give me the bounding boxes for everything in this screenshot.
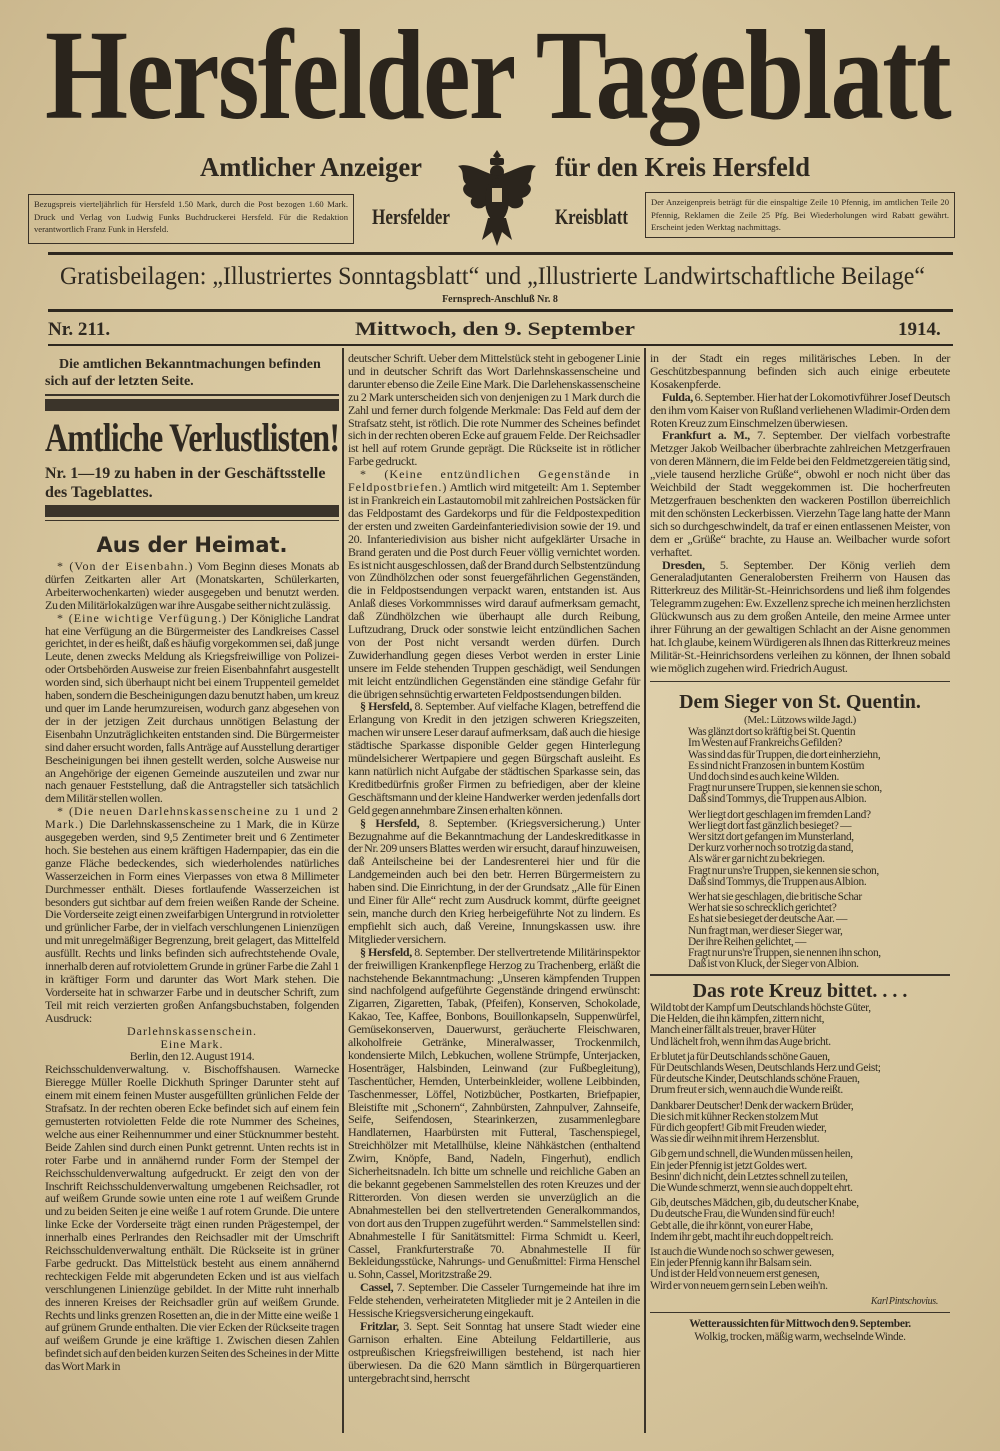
article-text: in der Stadt ein reges militärisches Leben. In der Geschützbespannung befinden sich auch einige erbeutete Kosakenpferde. — [650, 351, 950, 391]
article — [348, 817, 640, 946]
article-place: § Hersfeld, — [360, 815, 420, 830]
ad-subline: Nr. 1—19 zu haben in der Geschäftsstelle des Tageblattes. — [45, 464, 326, 501]
poem-melody: (Mel.: Lützows wilde Jagd.) — [744, 714, 856, 727]
imperial-eagle-icon — [452, 148, 542, 248]
article-head: * (Die neuen Darlehnskassenscheine zu 1 und 2 Mark.) — [45, 804, 339, 832]
article-text: Amtlich wird mitgeteilt: Am 1. September ist in Frankreich ein Lastautomobil mit zahlreichen Postsäcken für das Feldpostamt des Gardekorps und für die Feldpostexpedition der ersten und zweiten Gardeinfanteriedivision sowie der 19. und 20. Infanteriedivision aus bisher nicht aufgeklärter Ursache in Brand geraten und die Post durch Feuer völlig vernichtet worden. Es ist nicht ausgeschlossen, daß der Brand durch Selbstentzündung von Zündhölzchen oder sonst feuergefährlichen Gegenständen, die in Feldpostsendungen verpackt waren, entstanden ist. Aus Anlaß dieses Vorkommnisses wird darauf aufmerksam gemacht, daß Zündhölzchen wie überhaupt alle durch Reibung, Luftzudrang, Druck oder sonstwie leicht entzündlichen Sachen von der Post nicht versandt werden dürfen. Durch Zuwiderhandlung gegen dieses Verbot werden in erster Linie unsere im Felde stehenden Truppen geschädigt, weil Sendungen mit leicht entzündlichen Gegenständen eine ständige Gefahr für die übrigen sehnsüchtig erwarteten Feldpostsendungen bilden. — [348, 480, 640, 701]
section-heading: Aus der Heimat. — [96, 533, 288, 557]
article-text: 6. September. Hier hat der Lokomotivführer Josef Deutsch den ihm vom Kaiser von Rußland verliehenen Wladimir-Orden dem Roten Kreuz zum Einschmelzen überwiesen. — [650, 389, 950, 430]
divider — [45, 394, 339, 396]
weather-forecast: Wolkig, trocken, mäßig warm, wechselnde Winde. — [694, 1331, 906, 1344]
title-text: Hersfelder Tageblatt — [45, 4, 950, 146]
article-text: Der Königliche Landrat hat eine Verfügung an die Bürgermeister des Landkreises Cassel gerichtet, in der es heißt, daß es häufig vorgekommen sei, daß junge Leute, denen zwecks Meldung als Kriegsfreiwillige von Polizei- oder Ortsbehörden Ausweise zur freien Eisenbahnfahrt ausgestellt worden sind, sich überhaupt nicht bei einem Truppenteil gemeldet haben, sondern die Bescheinigungen dazu benutzt haben, um kreuz und quer im Lande herumzureisen, wodurch ganz abgesehen von der in der jetzigen Zeit durchaus unnötigen Belastung der Eisenbahn Unzuträglichkeiten entstanden sind. Die Bürgermeister sind daher ersucht worden, falls Anträge auf Ausstellung derartiger Bescheinigungen bei ihnen gestellt werden, solche Ausweise nur an Angehörige der eigenen Gemeinde auszuteilen und zwar nur nach genauer Feststellung, daß die Antragsteller sich tatsächlich dem Militär stellen wollen. — [45, 610, 339, 806]
divider — [45, 520, 339, 522]
subtitle-left-text: Amtlicher Anzeiger — [200, 152, 422, 182]
poem-stanza: Was glänzt dort so kräftig bei St. Quentin Im Westen auf Frankreichs Gefilden? Was sind das für Truppen, die dort einherziehn, Es sind nicht Franzosen in buntem Kostüm Und doch sind es auch keine Wilden. Fragt nur unsere Truppen, sie kennen sie schon, Daß sind Tommys, die Truppen aus Albion. — [688, 726, 882, 806]
issue-number: Nr. 211. — [48, 319, 111, 340]
article-text: Vom Beginn dieses Monats ab dürfen Zeitkarten aller Art (Monatskarten, Schülerkarten, Arbeiterwochenkarten) wieder ausgegeben und benutzt werden. Zu den Militärlokalzügen war ihre Ausgabe seither nicht zulässig. — [45, 559, 339, 612]
article-place: § Hersfeld, — [360, 944, 412, 959]
subscription-info-box: Bezugspreis vierteljährlich für Hersfeld 1.50 Mark, durch die Post bezogen 1.60 Mark. Druck und Verlag von Ludwig Funks Buchdruckerei Hersfeld. Für die Redaktion verantwortlich Franz Funk in Hersfeld. — [28, 194, 354, 244]
subtitle-left — [200, 150, 422, 184]
ad-headline: Amtliche Verlustlisten! — [45, 414, 340, 460]
poem-rote-kreuz — [650, 979, 950, 1309]
article-place: Fulda, — [662, 389, 693, 404]
note-text-line: Berlin, den 12. August 1914. — [129, 1049, 255, 1064]
article — [45, 805, 339, 1024]
column-3 — [650, 352, 950, 1344]
poem-stanza: Wer hat sie geschlagen, die britische Schar Wer hat sie so schrecklich gerichtet? Es hat sie besieget der deutsche Aar. — Nun fragt man, wer dieser Sieger war, Der ihre Reihen gelichtet, — Fragt nur uns're Truppen, sie nennen ihn schon, Daß ist von Kluck, der Sieger von Albion. — [688, 891, 881, 971]
side-label-left — [372, 202, 450, 232]
poem-stanza: Gib, deutsches Mädchen, gib, du deutscher Knabe, Du deutsche Frau, die Wunden sind für euch! Gebt alle, die ihr könnt, von eurer Habe, Indem ihr gebt, macht ihr euch doppelt reich. — [650, 1197, 859, 1243]
article-text: 8. September. (Kriegsversicherung.) Unter Bezugnahme auf die Bekanntmachung der Landeskreditkasse in der Nr. 209 unsers Blattes werden wir ersucht, darauf hinzuweisen, daß Anteilscheine bei der Landesrenterei hier und für die Landgemeinden auch bei den betr. Herren Bürgermeistern zu haben sind. Die Einrichtung, in der der Grundsatz „Alle für Einen und Einer für Alle“ recht zum Ausdruck kommt, dürfte geeignet sein, manche durch den Krieg herbeigeführte Not zu lindern. Es empfiehlt sich auch, daß Vereine, Innungskassen usw. ihre Mitglieder versichern. — [348, 815, 640, 946]
poem-title: Das rote Kreuz bittet. . . . — [692, 979, 908, 1002]
ad-bar — [45, 505, 339, 517]
column-1 — [45, 352, 339, 1373]
telephone-line: Fernsprech-Anschluß Nr. 8 — [442, 294, 558, 305]
supplements-text: Gratisbeilagen: „Illustriertes Sonntagsblatt“ und „Illustrierte Landwirtschaftliche Beilage“ — [60, 263, 925, 290]
issue-year: 1914. — [898, 319, 941, 340]
poem-stanza: Dankbarer Deutscher! Denk der wackern Brüder, Die sich mit kühner Recken stolzem Mut Für dich geopfert! Gib mit Freuden wieder, Was sie dir weihn mit ihrem Herzensblut. — [650, 1099, 854, 1146]
article-text: 7. September. Die Casseler Turngemeinde hat ihre im Felde stehenden, verheirateten Mitglieder mit je 2 Anteilen in die Hessische Kriegsversicherung eingekauft. — [348, 1280, 640, 1321]
poem-title: Dem Sieger von St. Quentin. — [679, 691, 921, 714]
article — [45, 560, 339, 612]
article-text: 8. September. Der stellvertretende Militärinspektor der freiwilligen Krankenpflege Herzog zu Trachenberg, erläßt die nachstehende Bekanntmachung: „Unseren kämpfenden Truppen sind nachfolgend aufgeführte Gegenstände dringend erwünscht: Zigarren, Zigaretten, Tabak, (Pfeifen), Konserven, Schokolade, Kakao, Tee, Kaffee, Bonbons, Bouillonkapseln, Suppenwürfel, Gemüsekonserven, Dauerwurst, geräucherte Fleischwaren, alkoholfreie Getränke, Mineralwasser, Trockenmilch, kondensierte Milch, Lebkuchen, wollene Strümpfe, Unterjacken, Hosenträger, Halsbinden, Leinwand (zur Fußbegleitung), Taschentücher, Hemden, Unterbeinkleider, wollene Leibbinden, Taschenmesser, Löffel, Notizbücher, Postkarten, Briefpapier, Bleistifte mit „Schonern“, Zahnbürsten, Zahnpulver, Zahnseife, Seife, Seifendosen, Stearinkerzen, zusammenlegbare Handlaternen, Haarbürsten mit Futteral, Taschenspiegel, Streichhölzer mit Metallhülse, kleine Nähkästchen (enthaltend Zwirn, Knöpfe, Band, Nadeln, Fingerhut), endlich Sicherheitsnadeln. Ich bitte um schnelle und reichliche Gaben an die bekannt gegebenen Sammelstellen des roten Kreuzes und der Ritterorden. Von diesen werden sie unverzüglich an die Abnahmestellen bei den stellvertretenden Generalkommandos, von dort aus den Truppen zugeführt werden.“ Sammelstellen sind: Abnahmestelle I für Sanitätsmittel: Firma Schmidt u. Keerl, Cassel, Frankfurterstraße 70. Abnahmestelle II für Bekleidungsstücke, Nahrungs- und Genußmittel: Firma Henschel u. Sohn, Cassel, Moritzstraße 29. — [348, 944, 640, 1282]
article — [348, 468, 640, 700]
article-text: 5. September. Der König verlieh dem Generaladjutanten Generalobersten Freiherrn von Hausen das Ritterkreuz des Militär-St.-Heinrichsordens und ließ ihm folgendes Telegramm zugehen: Ew. Exzellenz spreche ich meinen herzlichsten Glückwunsch aus zu dem großen Anteile, den meine Armee unter ihrer Führung an der gewaltigen Schlacht an der Aisne genommen hat. Ich glaube, keinem Würdigeren als Ihnen das Ritterkreuz meines Militär-St.-Heinrichsordens verleihen zu können, der Ihnen sobald wie möglich zugehen wird. Friedrich August. — [650, 557, 950, 675]
article-head: * (Von der Eisenbahn.) — [57, 559, 194, 573]
article-head: * (Eine wichtige Verfügung.) — [57, 610, 228, 625]
article-head: * (Keine entzündlichen Gegenstände in Feldpostbriefen.) — [348, 467, 640, 495]
article-text: deutscher Schrift. Ueber dem Mittelstück steht in gebogener Linie und in deutscher Schrift das Wort Darlehnskassenscheine und darunter ebenso die Zeile Eine Mark. Die Darlehenskassenscheine zu 2 Mark unterscheiden sich von denjenigen zu 1 Mark durch die Zahl und ferner durch folgende Merkmale: Das Feld auf dem der Strafsatz steht, ist rötlich. Die rote Nummer des Scheines befindet sich in der rechten oberen Ecke auf grauem Felde. Der Reichsadler ist hell auf rotem Grunde geprägt. Die Rückseite ist in rötlicher Farbe gedruckt. — [348, 351, 640, 469]
divider — [650, 1312, 950, 1314]
note-text-line: Darlehnskassenschein. — [127, 1023, 257, 1038]
divider — [650, 974, 950, 976]
side-label-right — [555, 202, 628, 232]
note-text-line: Eine Mark. — [160, 1036, 224, 1051]
article — [650, 559, 950, 675]
article — [348, 1320, 640, 1385]
poem-stanza: Wild tobt der Kampf um Deutschlands höchste Güter, Die Helden, die ihn kämpfen, zittern nicht, Manch einer fällt als treuer, braver Hüter Und lächelt froh, wenn ihm das Auge bricht. — [650, 1001, 871, 1048]
issue-date — [355, 318, 635, 342]
article — [348, 1281, 640, 1320]
column-divider — [342, 348, 344, 1433]
column-2 — [348, 352, 640, 1385]
weather-title: Wetteraussichten für Mittwoch den 9. September. — [689, 1318, 911, 1331]
poem-stanza: Gib gern und schnell, die Wunden müssen heilen, Ein jeder Pfennig ist jetzt Goldes wert. Besinn' dich nicht, dein Letztes schnell zu teilen, Die Wunde schmerzt, wenn sie auch doppelt ehrt. — [650, 1148, 853, 1194]
newspaper-title — [45, 4, 950, 146]
poem-stanza: Ist auch die Wunde noch so schwer gewesen, Ein jeder Pfennig kann ihr Balsam sein. Und ist der Held von neuem erst genesen, Wird er von neuem gern sein Leben weih'n. — [650, 1245, 834, 1292]
supplements-line — [60, 262, 925, 292]
dateline-rule-bottom — [48, 344, 953, 346]
subtitle-right — [555, 150, 810, 184]
side-right-text: Kreisblatt — [555, 204, 628, 229]
advertising-info-box: Der Anzeigenpreis beträgt für die einspaltige Zeile 10 Pfennig, im amtlichen Teile 20 Pfennig, Reklamen die Zeile 25 Pfg. Bei Wiederholungen wird Rabatt gewährt. Erscheint jeden Werktag nachmittags. — [645, 192, 955, 238]
article-text: 8. September. Auf vielfache Klagen, betreffend die Erlangung von Kredit in den jetzigen schweren Kriegszeiten, machen wir unsere Leser darauf aufmerksam, daß auch die hiesige städtische Sparkasse disponible Gelder gegen Hinterlegung mündelsicherer Wertpapiere und gegen Bürgschaft ausleiht. Es kann natürlich nicht Aufgabe der städtischen Sparkasse sein, das Kreditbedürfnis großer Firmen zu befriedigen, aber der kleine Geschäftsmann und der kleine Handwerker werden jedenfalls dort Geld gegen annehmbare Zinsen erhalten können. — [348, 699, 641, 817]
poem-author: Karl Pintschovius. — [870, 1295, 938, 1307]
article-place: Frankfurt a. M., — [662, 428, 750, 443]
article-text: Reichsschuldenverwaltung. v. Bischoffshausen. Warnecke Bieregge Müller Roelle Dickhuth Springer Darunter steht auf einem mit einem feinen Muster ausgefüllten grünlichen Felde der Strafsatz. In der rechten oberen Ecke befindet sich auf einem fein gemusterten rotvioletten Felde die rote Nummer des Scheines, welche aus einer Reihennummer und einer Stücknummer besteht. Beide Zahlen sind durch einen Punkt getrennt. Unten rechts ist in roter Farbe und in annähernd runder Form der Stempel der Reichsschuldenverwaltung aufgedruckt. Er zeigt den von der Inschrift Reichsschuldenverwaltung umgebenen Reichsadler, rot auf weißem Grunde sowie unten eine rote 1 auf weißem Grunde und zu beiden Seiten je eine weiße 1 auf rotem Grunde. Die untere linke Ecke der Vorderseite trägt einen runden Prägestempel, der innerhalb eines Perlrandes den Reichsadler mit der Umschrift Reichsschuldenverwaltung enthält. Die Rückseite ist in grüner Farbe gedruckt. Das Mittelstück besteht aus einem annähernd rechteckigen Felde mit abgerundeten Ecken und ist aus vielfach verschlungenen Linienzüge gebildet. In der Mitte ruht innerhalb des inneren Kreises der Reichsadler grün auf weißem Grunde. Rechts und links grenzen Rosetten an, die in der Mitte eine weiße 1 auf grünem Grunde enthalten. Die vier Ecken der Rückseite tragen auf weißem Grunde je eine kräftige 1. Zwischen diesen Zahlen befindet sich auf den beiden kurzen Seiten des Scheines in der Mitte das Wort Mark in — [45, 1062, 339, 1374]
article — [650, 391, 950, 430]
article-text: 3. Sept. Seit Sonntag hat unsere Stadt wieder eine Garnison erhalten. Eine Abteilung Feldartillerie, aus ostpreußischen Kriegsfreiwilligen bestehend, ist nach hier überwiesen. Da die 620 Mann sämtlich in Bürgerquartieren untergebracht sind, herrscht — [348, 1318, 640, 1385]
poem-stanza: Er blutet ja für Deutschlands schöne Gauen, Für Deutschlands Wesen, Deutschlands Herz und Geist; Für deutsche Kinder, Deutschlands schöne Frauen, Drum freut er sich, wenn auch die Wunde reißt. — [650, 1050, 881, 1097]
article-place: Fritzlar, — [360, 1318, 399, 1333]
poem-stanza: Wer liegt dort geschlagen im fremden Land? Wer liegt dort fast gänzlich besieget? — Wer sitzt dort gefangen im Munsterland, Der kurz vorher noch so trotzig da stand, Als wär er gar nicht zu bekriegen. Fragt nur uns're Truppen, sie kennen sie schon, Daß sind Tommys, die Truppen aus Albion. — [688, 808, 879, 888]
article — [348, 946, 640, 1282]
article-text: Die Darlehnskassenscheine zu 1 Mark, die in Kürze ausgegeben werden, sind 9,5 Zentimeter breit und 6 Zentimeter hoch. Sie bestehen aus einem kräftigen Hadernpapier, das ein die ganze Fläche bedeckendes, sich wiederholendes natürliches Wasserzeichen in Form eines Vierpasses von etwa 8 Millimeter Durchmesser enthält. Dieses fortlaufende Wasserzeichen ist besonders gut sichtbar auf dem freien weißen Rande der Scheine. Die Vorderseite zeigt einen zweifarbigen Untergrund in rotvioletter und grünlicher Farbe, der in vielfach verschlungenen Linienzügen und mit unregelmäßiger Begrenzung, breit gelagert, das Mittelfeld ausfüllt. Rechts und links befinden sich aufrechtstehende Ovale, innerhalb deren auf rotviolettem Grunde in grüner Farbe die Zahl 1 in kräftiger Form und darunter das Wort Mark stehen. Die Vorderseite hat in schwarzer Farbe und in deutscher Schrift, zum Teil mit reich verzierten großen Anfangsbuchstaben, folgenden Ausdruck: — [45, 817, 339, 1025]
article-text: 7. September. Der vielfach vorbestrafte Metzger Jakob Weilbacher überbrachte zahlreichen Metzgerfrauen von deren Männern, die im Felde bei den Feldmetzgereien tätig sind, „viele tausend herzliche Grüße“, obwohl er noch nicht über das Weichbild der Stadt weggekommen ist. Die hocherfreuten Metzgerfrauen beschenkten den wackeren Postillon überreichlich mit den schönsten Leckerbissen. Vierzehn Tage lang hatte der Mann sich so durchgeschwindelt, da traf er einen entlassenen Meister, von dem er „Grüße“ brachte, zu Hause an. Weilbacher wurde sofort verhaftet. — [650, 428, 950, 559]
article — [348, 700, 640, 816]
dateline-rule-top — [48, 309, 953, 312]
column-divider — [644, 348, 646, 1433]
article — [45, 612, 339, 806]
subtitle-right-text: für den Kreis Hersfeld — [555, 152, 810, 182]
official-notice: Die amtlichen Bekanntmachungen befinden sich auf der letzten Seite. — [45, 357, 321, 389]
poem-sieger-von-st-quentin — [650, 690, 950, 970]
ad-bar — [45, 399, 339, 411]
article-place: Cassel, — [360, 1280, 394, 1295]
divider — [650, 681, 950, 683]
article-place: § Hersfeld, — [360, 699, 412, 714]
article-place: Dresden, — [662, 557, 705, 572]
masthead-rule — [48, 252, 953, 255]
article — [650, 429, 950, 558]
issue-date-text: Mittwoch, den 9. September — [355, 319, 635, 340]
side-left-text: Hersfelder — [372, 204, 450, 229]
